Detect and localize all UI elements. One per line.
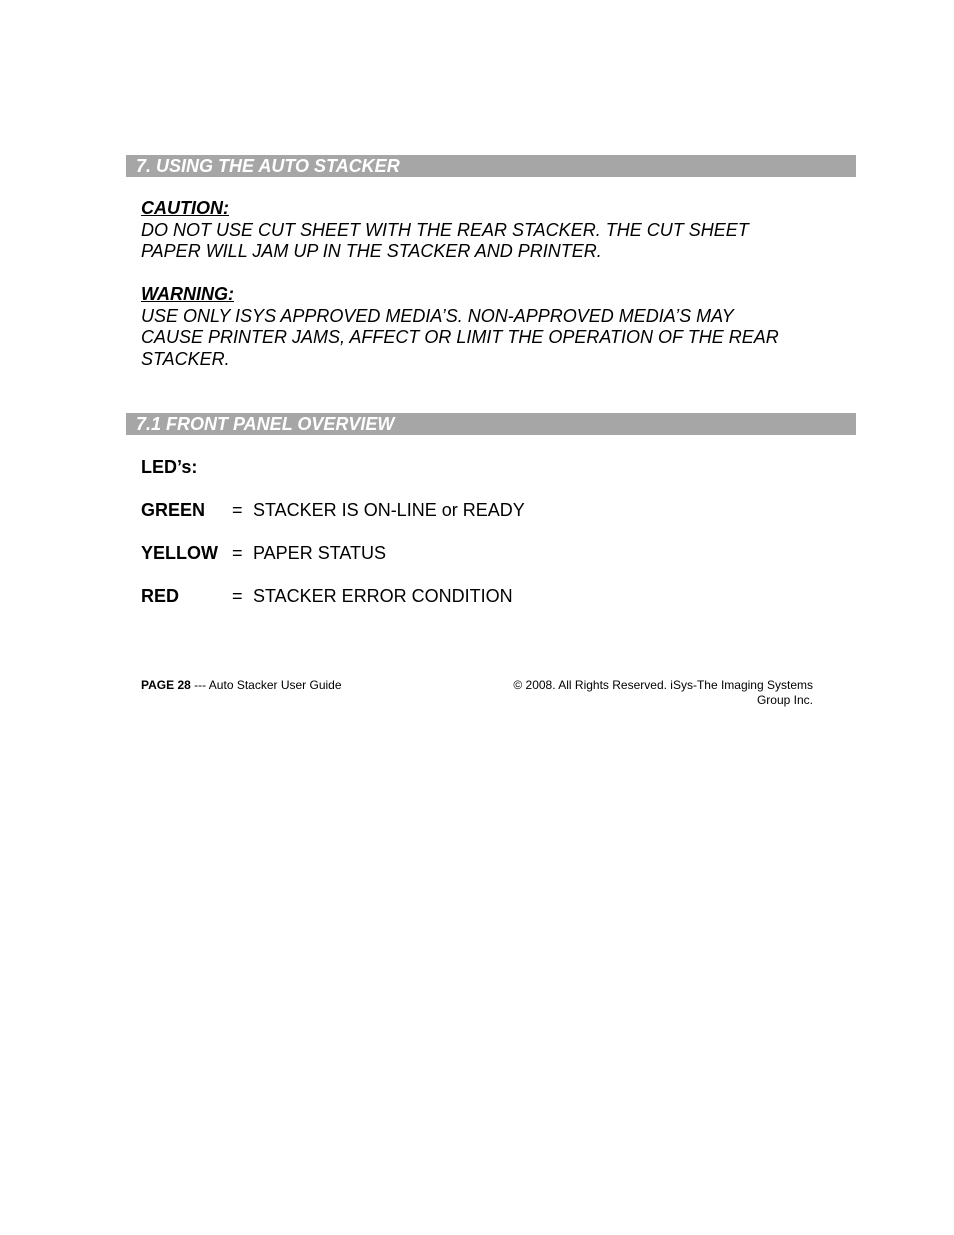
guide-title: --- Auto Stacker User Guide	[190, 678, 342, 692]
warning-line: USE ONLY ISYS APPROVED MEDIA’S. NON-APPROVED MEDIA’S MAY	[141, 305, 734, 326]
led-equals: =	[232, 586, 243, 606]
led-equals: =	[232, 543, 243, 563]
warning-heading: WARNING:	[141, 284, 234, 304]
caution-heading: CAUTION:	[141, 198, 229, 218]
leds-heading-text: LED’s:	[141, 457, 198, 477]
footer-page-info	[141, 678, 342, 693]
section-heading-using-auto-stacker	[126, 155, 856, 177]
led-name: RED	[141, 586, 180, 606]
led-description: STACKER IS ON-LINE or READY	[253, 500, 525, 520]
copyright-line: © 2008. All Rights Reserved. iSys-The Imaging Systems	[513, 678, 813, 692]
led-description: PAPER STATUS	[253, 543, 387, 563]
caution-block	[141, 198, 841, 263]
footer-copyright	[513, 678, 813, 708]
caution-line: PAPER WILL JAM UP IN THE STACKER AND PRINTER.	[141, 241, 602, 261]
caution-line: DO NOT USE CUT SHEET WITH THE REAR STACKER. THE CUT SHEET	[141, 219, 749, 240]
page-number: PAGE 28	[141, 678, 191, 692]
copyright-line: Group Inc.	[756, 693, 813, 707]
warning-line: STACKER.	[141, 348, 230, 369]
leds-heading	[141, 456, 197, 478]
led-name: GREEN	[141, 500, 206, 520]
led-name: YELLOW	[141, 543, 218, 563]
warning-block	[141, 284, 841, 370]
led-description: STACKER ERROR CONDITION	[253, 586, 513, 606]
section-title: 7. USING THE AUTO STACKER	[136, 156, 400, 176]
led-equals: =	[232, 500, 243, 520]
section-title: 7.1 FRONT PANEL OVERVIEW	[136, 414, 395, 434]
warning-line: CAUSE PRINTER JAMS, AFFECT OR LIMIT THE OPERATION OF THE REAR	[141, 327, 779, 347]
section-heading-front-panel-overview	[126, 413, 856, 435]
